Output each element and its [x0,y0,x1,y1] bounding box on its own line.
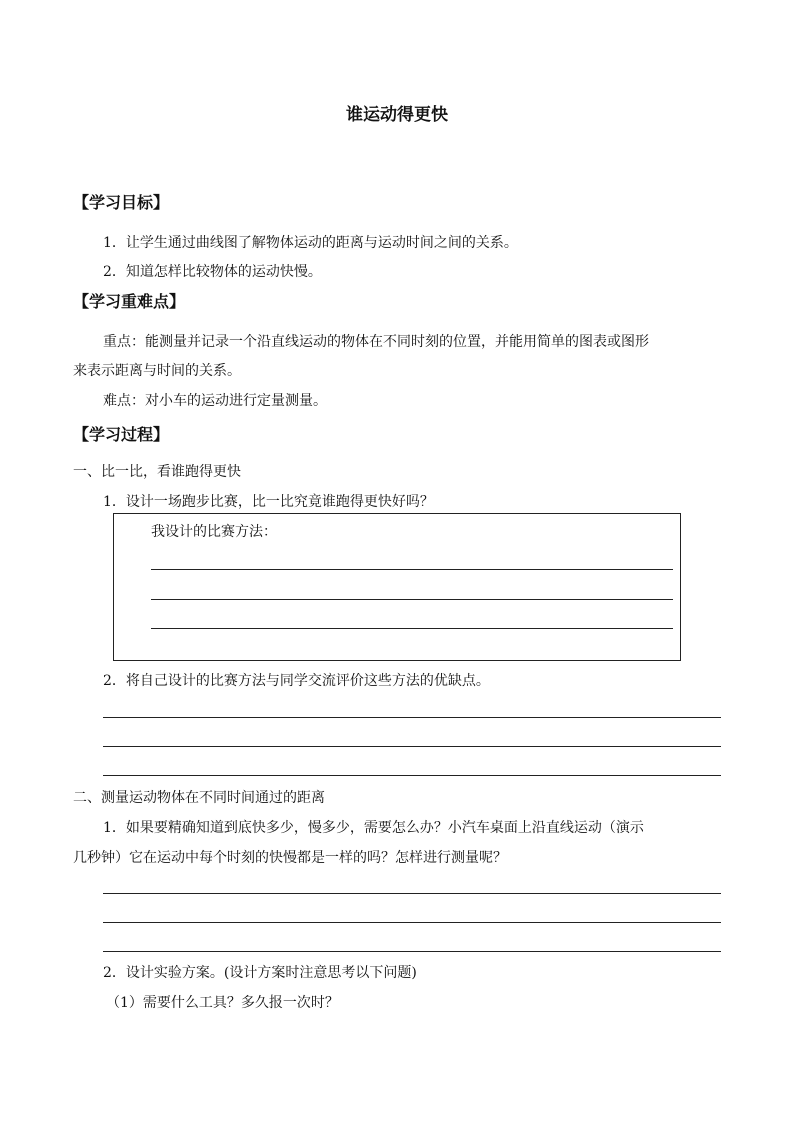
part1-title: 一、比一比，看谁跑得更快 [73,464,241,480]
part2-title: 二、测量运动物体在不同时间通过的距离 [73,790,325,806]
key-point-line-1: 重点：能测量并记录一个沿直线运动的物体在不同时刻的位置，并能用简单的图表或图形 [103,334,649,350]
process-heading: 【学习过程】 [73,425,170,444]
answer-line[interactable] [151,569,673,570]
answer-line[interactable] [103,717,721,718]
answer-line[interactable] [151,628,673,629]
part2-question-1-line-2: 几秒钟）它在运动中每个时刻的快慢都是一样的吗？怎样进行测量呢？ [73,850,507,866]
design-answer-label: 我设计的比赛方法： [151,524,277,540]
difficulty-point: 难点：对小车的运动进行定量测量。 [103,393,327,409]
key-point-line-2: 来表示距离与时间的关系。 [73,363,241,379]
answer-line[interactable] [103,951,721,952]
answer-line[interactable] [103,893,721,894]
part2-question-1-line-1: 1．如果要精确知道到底快多少，慢多少，需要怎么办？小汽车桌面上沿直线运动（演示 [103,820,644,836]
answer-line[interactable] [103,922,721,923]
answer-line[interactable] [103,746,721,747]
part1-question-2: 2．将自己设计的比赛方法与同学交流评价这些方法的优缺点。 [103,673,490,689]
page-title: 谁运动得更快 [346,105,448,125]
part2-question-2: 2．设计实验方案。(设计方案时注意思考以下问题) [103,965,417,981]
part2-question-2-sub-1: （1）需要什么工具？多久报一次时？ [106,995,339,1011]
difficulties-heading: 【学习重难点】 [73,292,186,311]
objectives-heading: 【学习目标】 [73,193,170,212]
objective-item-2: 2．知道怎样比较物体的运动快慢。 [103,264,322,280]
part1-question-1: 1．设计一场跑步比赛，比一比究竟谁跑得更快好吗？ [103,494,434,510]
answer-line[interactable] [103,775,721,776]
objective-item-1: 1．让学生通过曲线图了解物体运动的距离与运动时间之间的关系。 [103,235,518,251]
answer-line[interactable] [151,599,673,600]
